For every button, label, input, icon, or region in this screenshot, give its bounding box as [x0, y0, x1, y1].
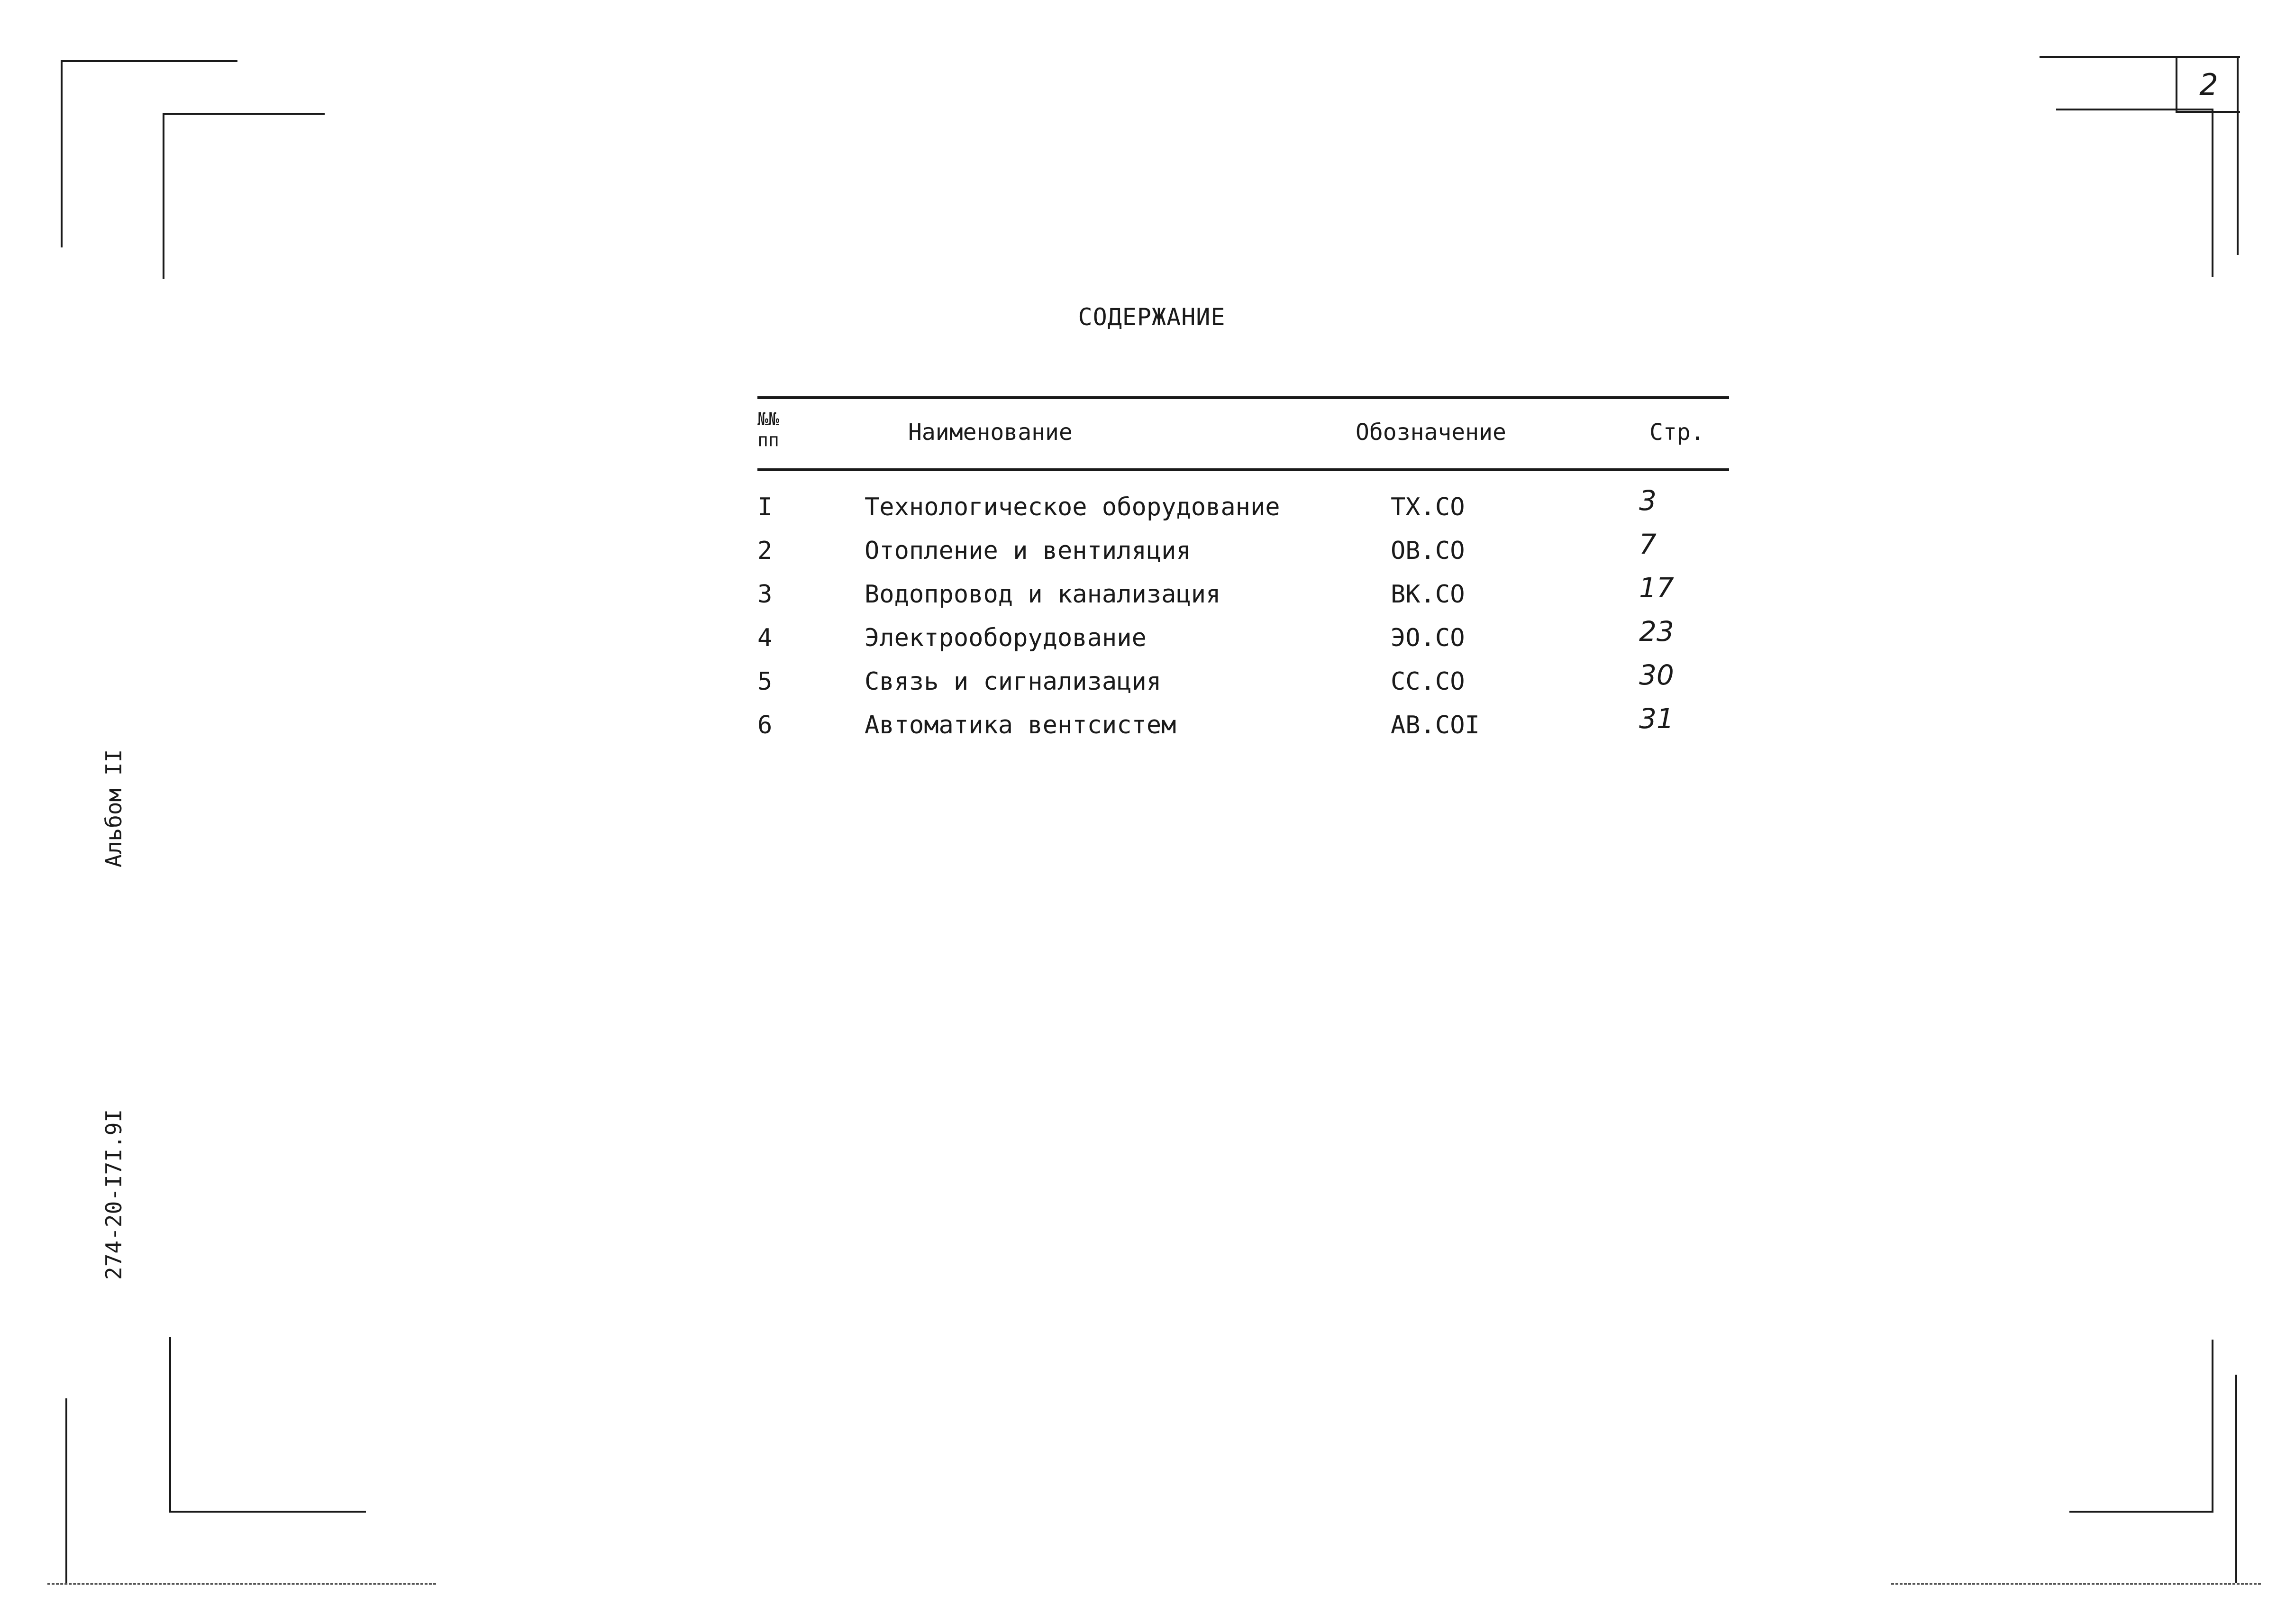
side-label-text — [100, 749, 128, 1280]
table-row — [757, 528, 1729, 572]
table-row — [757, 659, 1729, 703]
corner-mark-bottom-left-inner-h — [169, 1511, 366, 1513]
table-header — [757, 396, 1729, 471]
header-number-line1: №№ — [757, 409, 779, 429]
header-number-line2: пп — [757, 429, 779, 450]
row-number: 6 — [757, 711, 773, 739]
corner-mark-top-left-inner-v — [163, 113, 164, 279]
row-code: ОВ.СО — [1391, 537, 1465, 565]
header-name: Наименование — [908, 419, 1073, 446]
row-page: 17 — [1639, 572, 1674, 604]
row-number: 3 — [757, 580, 773, 609]
row-page: 23 — [1639, 615, 1674, 648]
table-row — [757, 703, 1729, 746]
row-code: АВ.СОI — [1391, 711, 1480, 739]
row-page: 3 — [1639, 484, 1657, 517]
header-code: Обозначение — [1356, 419, 1506, 446]
row-number: 2 — [757, 537, 773, 565]
contents-table — [757, 396, 1729, 746]
corner-mark-bottom-right-outer-v — [2235, 1375, 2237, 1583]
corner-mark-bottom-right-inner-h — [2069, 1511, 2213, 1513]
row-code: ЭО.СО — [1391, 624, 1465, 652]
row-number: 4 — [757, 624, 773, 652]
page-number: 2 — [2176, 56, 2240, 113]
row-name: Отопление и вентиляция — [865, 537, 1191, 565]
row-code: СС.СО — [1391, 667, 1465, 696]
table-row — [757, 484, 1729, 528]
row-name: Электрооборудование — [865, 624, 1147, 652]
table-row — [757, 572, 1729, 615]
bottom-right-scan-line — [1891, 1583, 2261, 1585]
table-row — [757, 615, 1729, 659]
row-page: 7 — [1639, 528, 1657, 560]
header-number — [757, 409, 779, 450]
row-name: Технологическое оборудование — [865, 493, 1280, 521]
document-code: 274-20-I7I.9I — [101, 1109, 127, 1280]
row-page: 31 — [1639, 703, 1674, 735]
row-name: Связь и сигнализация — [865, 667, 1162, 696]
header-page: Стр. — [1649, 419, 1704, 446]
corner-mark-bottom-left-outer-v — [65, 1398, 67, 1583]
corner-mark-top-right-inner-v — [2212, 109, 2213, 277]
row-name: Автоматика вентсистем — [865, 711, 1176, 739]
corner-mark-bottom-left-inner-v — [169, 1337, 171, 1513]
row-code: ТХ.СО — [1391, 493, 1465, 521]
row-number: I — [757, 493, 773, 521]
corner-mark-top-left-outer-h — [61, 60, 237, 62]
row-number: 5 — [757, 667, 773, 696]
corner-mark-top-left-inner-h — [163, 113, 325, 115]
page-title: СОДЕРЖАНИЕ — [1078, 303, 1226, 331]
album-label: Альбом II — [101, 749, 127, 867]
bottom-left-scan-line — [47, 1583, 436, 1585]
corner-mark-top-left-outer-v — [61, 60, 63, 247]
row-page: 30 — [1639, 659, 1674, 691]
row-name: Водопровод и канализация — [865, 580, 1221, 609]
corner-mark-bottom-right-inner-v — [2212, 1340, 2213, 1513]
row-code: ВК.СО — [1391, 580, 1465, 609]
